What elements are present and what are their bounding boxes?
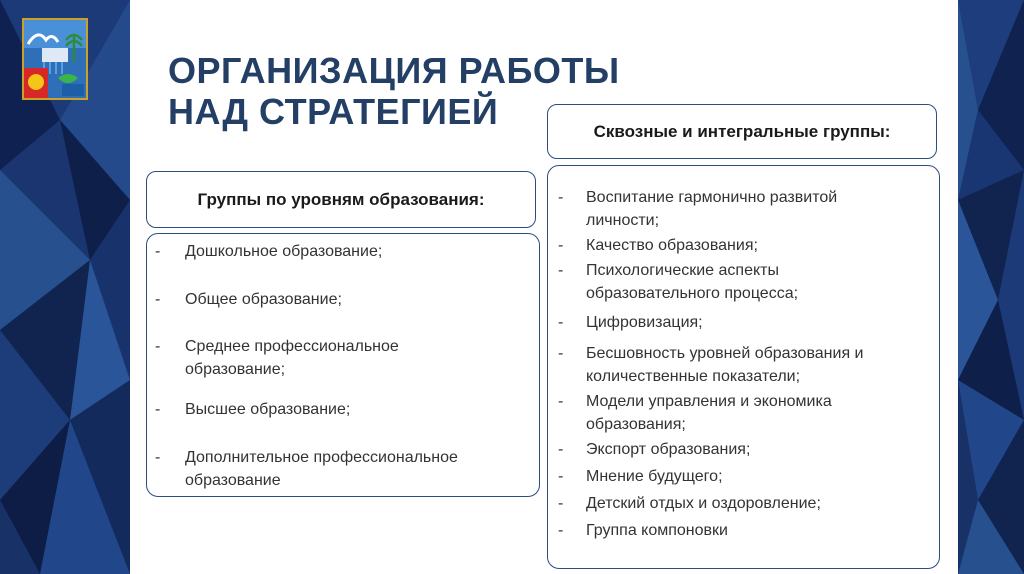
list-item-text: Модели управления и экономика образования; [586,393,832,433]
integral-groups-header [547,104,937,159]
list-item [558,519,939,542]
education-levels-header-label: Группы по уровням образования: [197,189,485,209]
bullet-dash: - [558,237,564,254]
list-item-text: Воспитание гармонично развитой личности; [586,189,838,229]
bullet-dash: - [558,468,564,485]
decorative-right-panel [958,0,1024,574]
list-item [558,465,939,488]
list-item [558,311,939,334]
integral-groups-header-label: Сквозные и интегральные группы: [593,121,891,141]
list-item-text: Общее образование; [185,291,342,308]
education-levels-header [146,171,536,228]
sochi-coat-of-arms-icon [22,18,88,100]
list-item-text: Качество образования; [586,237,758,254]
list-item-text: Детский отдых и оздоровление; [586,495,821,512]
integral-groups-list [547,165,940,569]
education-levels-list [146,233,540,497]
list-item-text: Группа компоновки [586,522,728,539]
list-item [558,492,939,515]
bullet-dash: - [155,243,161,260]
bullet-dash: - [558,495,564,512]
list-item-text: Дополнительное профессиональное образование [185,449,458,489]
bullet-dash: - [155,401,161,418]
bullet-dash: - [558,441,564,458]
list-item-text: Психологические аспекты образовательного процесса; [586,262,799,302]
list-item [558,390,896,436]
list-item [155,335,475,381]
list-item [558,234,939,257]
list-item-text: Цифровизация; [586,314,703,331]
list-item-text: Высшее образование; [185,401,351,418]
bullet-dash: - [558,314,564,331]
bullet-dash: - [155,291,161,308]
list-item [155,398,539,421]
bullet-dash: - [155,338,161,355]
page-title-line-2: НАД СТРАТЕГИЕЙ [168,91,499,132]
page-title-line-1: ОРГАНИЗАЦИЯ РАБОТЫ [168,50,620,91]
list-item-text: Мнение будущего; [586,468,723,485]
list-item [558,186,906,232]
bullet-dash: - [558,262,564,279]
list-item [155,446,525,492]
list-item-text: Экспорт образования; [586,441,751,458]
bullet-dash: - [558,522,564,539]
bullet-dash: - [558,189,564,206]
list-item [155,240,539,263]
list-item-text: Бесшовность уровней образования и количественные показатели; [586,345,864,385]
list-item [155,288,539,311]
list-item [558,342,931,388]
bullet-dash: - [155,449,161,466]
list-item-text: Дошкольное образование; [185,243,383,260]
list-item-text: Среднее профессиональное образование; [185,338,399,378]
bullet-dash: - [558,345,564,362]
bullet-dash: - [558,393,564,410]
list-item [558,438,939,461]
list-item [558,259,846,305]
